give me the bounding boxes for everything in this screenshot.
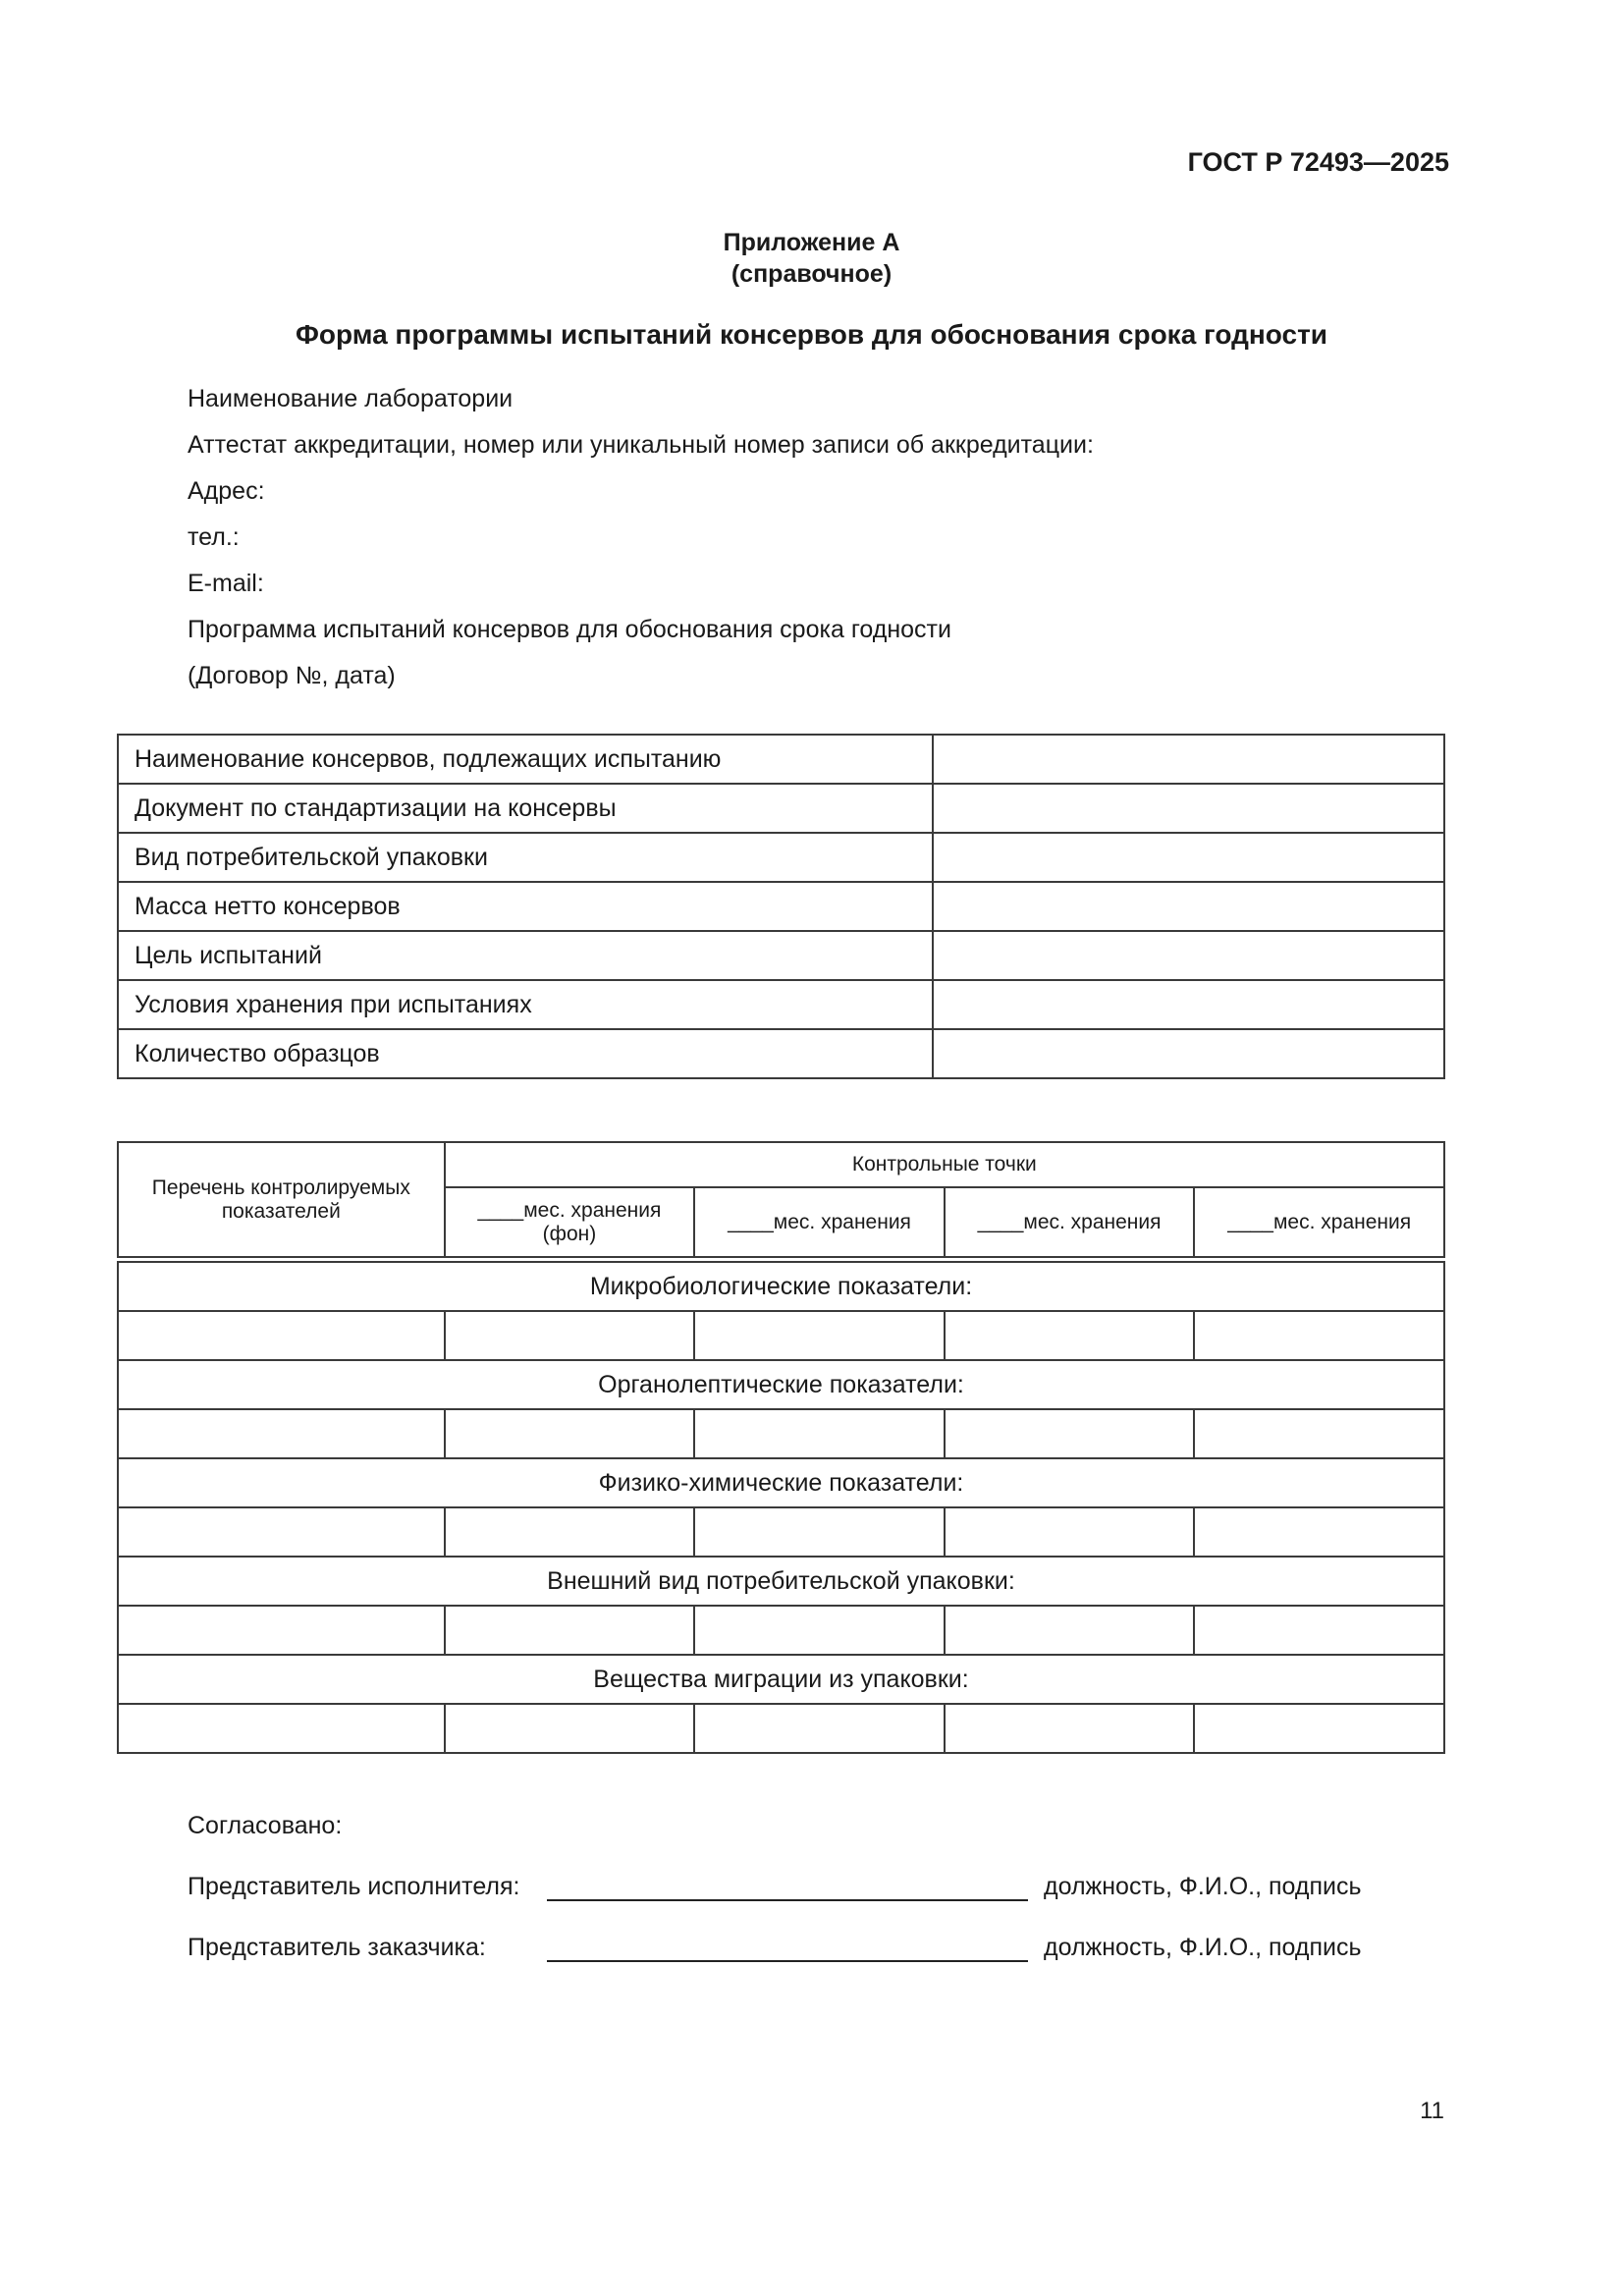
- info-value-cell[interactable]: [933, 980, 1444, 1029]
- page-number: 11: [1420, 2098, 1444, 2124]
- table-row: [118, 1409, 1444, 1458]
- table-cell[interactable]: [1194, 1507, 1444, 1557]
- info-label: Цель испытаний: [118, 931, 933, 980]
- table-row: [118, 735, 1444, 784]
- section-title: Физико-химические показатели:: [118, 1458, 1444, 1507]
- table-cell[interactable]: [445, 1704, 695, 1753]
- section-row: [118, 1458, 1444, 1507]
- appendix-subtitle: (справочное): [730, 260, 893, 288]
- executor-signature-line[interactable]: [547, 1899, 1028, 1901]
- section-row: [118, 1262, 1444, 1311]
- section-title: Внешний вид потребительской упаковки:: [118, 1557, 1444, 1606]
- table-cell[interactable]: [118, 1507, 445, 1557]
- field-laboratory-name: Наименование лаборатории: [188, 385, 514, 412]
- table-row: [118, 784, 1444, 833]
- table-cell[interactable]: [1194, 1409, 1444, 1458]
- table-cell[interactable]: [445, 1507, 695, 1557]
- table-header-row: [118, 1142, 1444, 1187]
- section-title: Органолептические показатели:: [118, 1360, 1444, 1409]
- table-cell[interactable]: [694, 1606, 945, 1655]
- info-label: Условия хранения при испытаниях: [118, 980, 933, 1029]
- info-value-cell[interactable]: [933, 833, 1444, 882]
- info-label: Масса нетто консервов: [118, 882, 933, 931]
- field-contract: (Договор №, дата): [188, 662, 396, 689]
- product-info-table: [117, 734, 1445, 1079]
- table-cell[interactable]: [118, 1311, 445, 1360]
- table-cell[interactable]: [445, 1606, 695, 1655]
- table-cell[interactable]: [694, 1409, 945, 1458]
- info-value-cell[interactable]: [933, 931, 1444, 980]
- info-value-cell[interactable]: [933, 784, 1444, 833]
- control-points-header: Контрольные точки: [445, 1142, 1444, 1187]
- section-row: [118, 1655, 1444, 1704]
- document-code: ГОСТ Р 72493—2025: [1187, 147, 1449, 177]
- period-note: (фон): [542, 1222, 597, 1245]
- table-cell[interactable]: [118, 1409, 445, 1458]
- period-label: ____мес. хранения: [1227, 1210, 1412, 1233]
- executor-label: Представитель исполнителя:: [188, 1873, 520, 1900]
- table-row: [118, 931, 1444, 980]
- table-row: [118, 1311, 1444, 1360]
- table-cell[interactable]: [118, 1606, 445, 1655]
- agreed-label: Согласовано:: [188, 1812, 343, 1839]
- info-value-cell[interactable]: [933, 1029, 1444, 1078]
- table-cell[interactable]: [694, 1704, 945, 1753]
- section-row: [118, 1360, 1444, 1409]
- table-cell[interactable]: [945, 1311, 1195, 1360]
- table-cell[interactable]: [945, 1704, 1195, 1753]
- field-email: E-mail:: [188, 570, 264, 597]
- period-label: ____мес. хранения: [977, 1210, 1162, 1233]
- info-label: Наименование консервов, подлежащих испытанию: [118, 735, 933, 784]
- period-label: ____мес. хранения: [728, 1210, 911, 1233]
- info-label: Документ по стандартизации на консервы: [118, 784, 933, 833]
- form-title: Форма программы испытаний консервов для обоснования срока годности: [295, 319, 1327, 350]
- table-cell[interactable]: [118, 1704, 445, 1753]
- field-accreditation: Аттестат аккредитации, номер или уникальный номер записи об аккредитации:: [188, 431, 1094, 459]
- table-row: [118, 1704, 1444, 1753]
- control-points-table: [117, 1141, 1445, 1754]
- table-cell[interactable]: [945, 1409, 1195, 1458]
- executor-signature-note: должность, Ф.И.О., подпись: [1044, 1873, 1362, 1900]
- table-cell[interactable]: [694, 1311, 945, 1360]
- customer-label: Представитель заказчика:: [188, 1934, 486, 1961]
- table-cell[interactable]: [945, 1606, 1195, 1655]
- field-program-title: Программа испытаний консервов для обоснования срока годности: [188, 616, 951, 643]
- info-label: Вид потребительской упаковки: [118, 833, 933, 882]
- indicators-header: Перечень контролируемых показателей: [118, 1142, 445, 1257]
- section-title: Микробиологические показатели:: [118, 1262, 1444, 1311]
- period-header: [694, 1187, 945, 1257]
- table-row: [118, 833, 1444, 882]
- field-address: Адрес:: [188, 477, 265, 505]
- table-cell[interactable]: [445, 1311, 695, 1360]
- table-cell[interactable]: [445, 1409, 695, 1458]
- appendix-heading: [0, 227, 1623, 290]
- section-row: [118, 1557, 1444, 1606]
- table-cell[interactable]: [1194, 1606, 1444, 1655]
- table-row: [118, 1507, 1444, 1557]
- table-cell[interactable]: [1194, 1704, 1444, 1753]
- info-value-cell[interactable]: [933, 882, 1444, 931]
- section-title: Вещества миграции из упаковки:: [118, 1655, 1444, 1704]
- info-label: Количество образцов: [118, 1029, 933, 1078]
- table-row: [118, 882, 1444, 931]
- customer-signature-note: должность, Ф.И.О., подпись: [1044, 1934, 1362, 1961]
- appendix-title: Приложение А: [723, 229, 900, 256]
- field-phone: тел.:: [188, 523, 240, 551]
- info-value-cell[interactable]: [933, 735, 1444, 784]
- period-label: ____мес. хранения: [477, 1198, 662, 1222]
- period-header: [1194, 1187, 1444, 1257]
- table-cell[interactable]: [694, 1507, 945, 1557]
- table-row: [118, 980, 1444, 1029]
- period-header: [945, 1187, 1195, 1257]
- customer-signature-line[interactable]: [547, 1960, 1028, 1962]
- period-header: [445, 1187, 695, 1257]
- table-cell[interactable]: [1194, 1311, 1444, 1360]
- table-row: [118, 1606, 1444, 1655]
- table-row: [118, 1029, 1444, 1078]
- table-cell[interactable]: [945, 1507, 1195, 1557]
